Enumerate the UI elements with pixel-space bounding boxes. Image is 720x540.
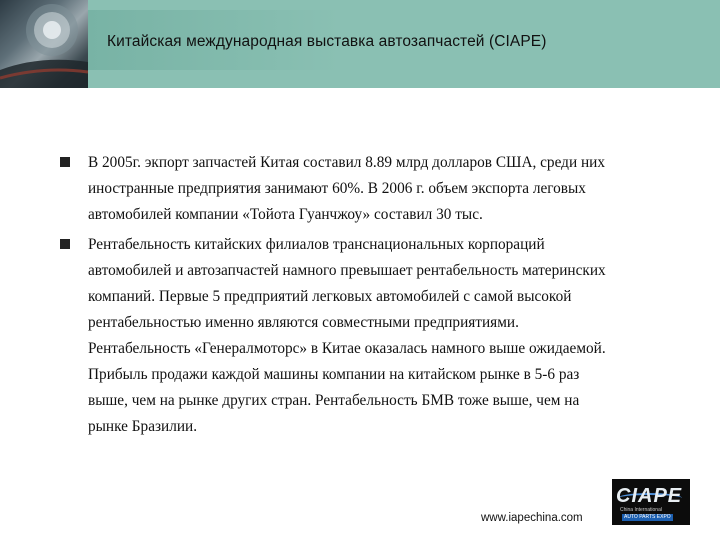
header-car-photo bbox=[0, 0, 88, 88]
square-bullet-icon bbox=[60, 239, 70, 249]
logo-wordmark: CIAPE bbox=[616, 485, 683, 507]
header-band bbox=[0, 0, 720, 88]
bullet-text: В 2005г. экпорт запчастей Китая составил 8.89 млрд долларов США, среди них иностранные предприятия занимают 60%. В 2006 г. объем экспорта леговых автомобилей компании «Тойота Гуанчжоу» составил 30 тыс. bbox=[88, 154, 605, 223]
page-title: Китайская международная выставка автозапчастей (CIAPE) bbox=[107, 33, 547, 50]
slide-content bbox=[60, 150, 620, 444]
website-url[interactable]: www.iapechina.com bbox=[481, 512, 583, 524]
logo-badge: AUTO PARTS EXPO bbox=[624, 514, 671, 520]
bullet-item bbox=[60, 150, 620, 228]
bullet-text: Рентабельность китайских филиалов транснациональных корпораций автомобилей и автозапчастей намного превышает рентабельность материнских компаний. Первые 5 предприятий легковых автомобилей с самой высокой рентабельностью именно являются совместными предприятиями. Рентабельность «Генералмоторс» в Китае оказалась намного выше ожидаемой. Прибыль продажи каждой машины компании на китайском рынке в 5-6 раз выше, чем на рынке других стран. Рентабельность БМВ тоже выше, чем на рынке Бразилии. bbox=[88, 236, 606, 435]
car-headlight-icon bbox=[0, 0, 88, 88]
square-bullet-icon bbox=[60, 157, 70, 167]
logo-subtitle: China International bbox=[620, 507, 662, 513]
ciape-logo bbox=[612, 479, 690, 525]
bullet-item bbox=[60, 232, 620, 440]
